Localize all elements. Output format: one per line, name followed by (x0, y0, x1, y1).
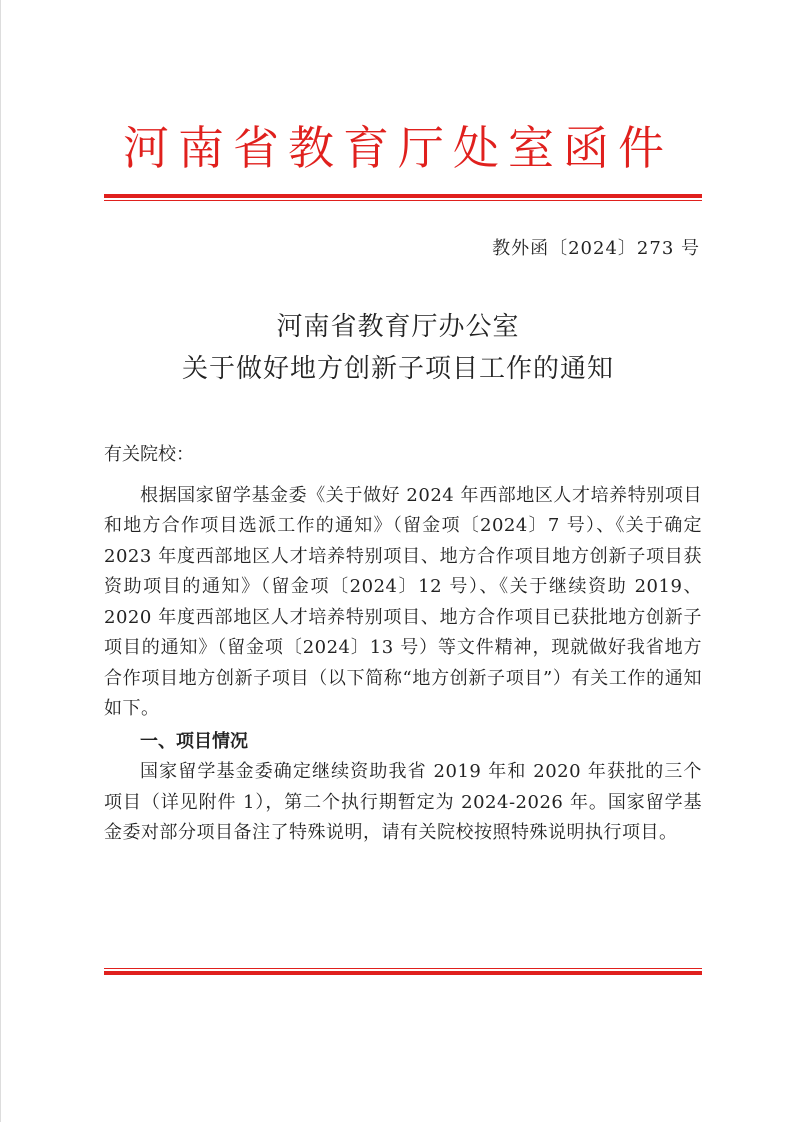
footer-thick-line (104, 971, 702, 975)
document-title-line-1: 河南省教育厅办公室 (276, 312, 520, 342)
document-number: 教外函〔2024〕273 号 (492, 238, 700, 259)
paragraph-intro: 根据国家留学基金委《关于做好 2024 年西部地区人才培养特别项目和地方合作项目选派工作的通知》（留金项〔2024〕7 号）、《关于确定 2023 年度西部地区人才培养特别项目、地方合作项目地方创新子项目获资助项目的通知》（留金项〔2024〕12 号）、《关于继续资助 2019、2020 年度西部地区人才培养特别项目、地方合作项目已获批地方创新子项目的通知》（留金项〔2024〕13 号）等文件精神，现就做好我省地方合作项目地方创新子项目（以下简称“地方创新子项目”）有关工作的通知如下。 (104, 484, 702, 719)
salutation: 有关院校： (104, 444, 194, 465)
divider-thin-line (104, 200, 702, 201)
section-heading-1: 一、项目情况 (140, 730, 248, 752)
document-title (0, 306, 796, 390)
letterhead-divider (104, 194, 702, 201)
footer-thin-line (104, 968, 702, 969)
divider-thick-line (104, 194, 702, 198)
footer-divider (104, 968, 702, 975)
document-title-line-2: 关于做好地方创新子项目工作的通知 (181, 354, 614, 384)
letterhead-title: 河南省教育厅处室函件 (123, 121, 673, 175)
document-body (104, 440, 702, 849)
paragraph-project-status: 国家留学基金委确定继续资助我省 2019 年和 2020 年获批的三个项目（详见附件 1），第二个执行期暂定为 2024-2026 年。国家留学基金委对部分项目备注了特殊说明，请有关院校按照特殊说明执行项目。 (104, 761, 702, 843)
